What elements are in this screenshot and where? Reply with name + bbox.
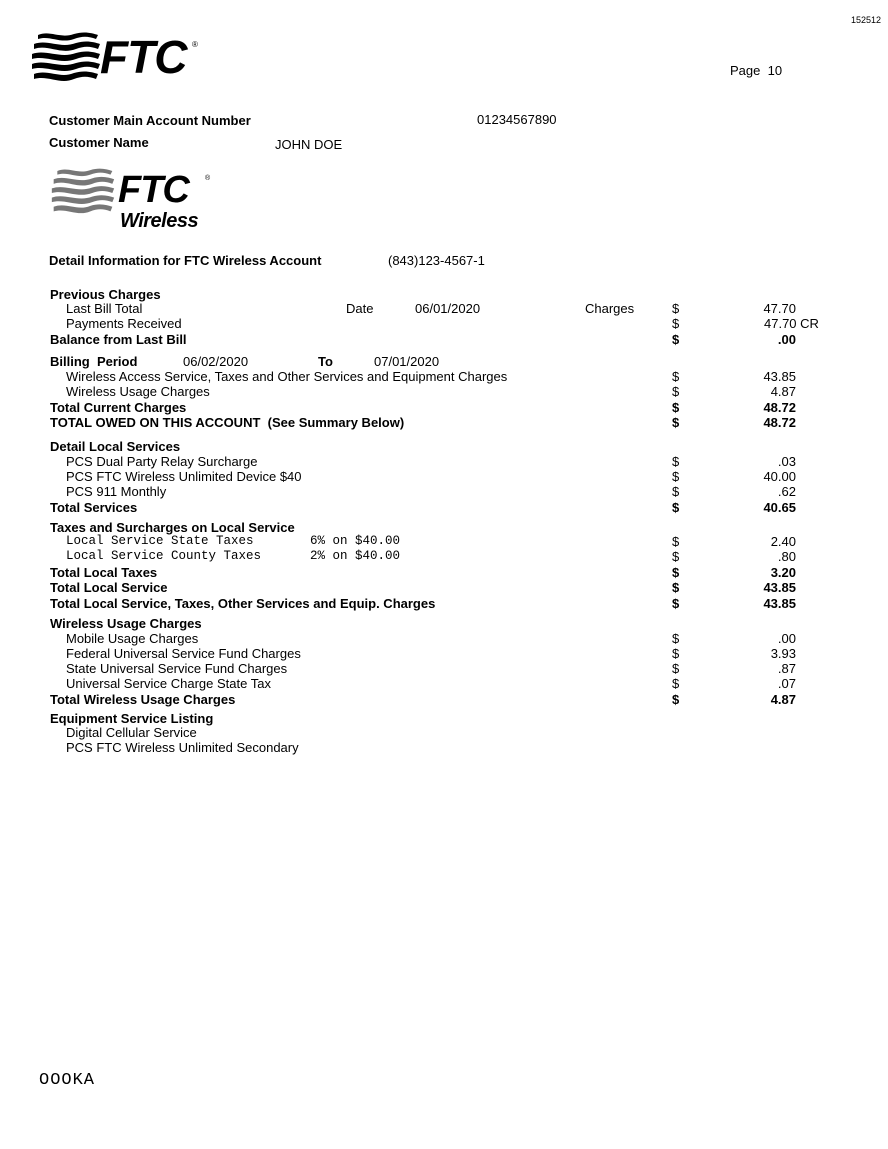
account-number-label: Customer Main Account Number bbox=[49, 113, 251, 128]
detail-header-label: Detail Information for FTC Wireless Account bbox=[49, 253, 322, 268]
page-indicator bbox=[730, 63, 782, 78]
balance-row bbox=[0, 332, 888, 347]
dollar-sign: $ bbox=[672, 369, 680, 384]
line-amount: 47.70 bbox=[763, 301, 796, 316]
line-amount: .00 bbox=[777, 332, 796, 347]
line-amount: .07 bbox=[777, 676, 796, 691]
page-label: Page bbox=[730, 63, 761, 78]
list-item bbox=[0, 484, 888, 499]
section-title: Detail Local Services bbox=[50, 439, 181, 454]
total-local-all-row bbox=[0, 596, 888, 611]
list-item bbox=[0, 661, 888, 676]
line-label: PCS FTC Wireless Unlimited Secondary bbox=[66, 740, 299, 755]
dollar-sign: $ bbox=[672, 469, 680, 484]
wireless-phone-number: (843)123-4567-1 bbox=[388, 253, 485, 268]
previous-charges-title-row bbox=[0, 287, 888, 302]
list-item bbox=[0, 725, 888, 740]
line-label: Total Local Service, Taxes, Other Services and Equip. Charges bbox=[50, 596, 436, 611]
date-value: 06/01/2020 bbox=[415, 301, 481, 316]
line-label: Mobile Usage Charges bbox=[66, 631, 199, 646]
dollar-sign: $ bbox=[672, 415, 680, 430]
total-local-taxes-row bbox=[0, 565, 888, 580]
total-services-row bbox=[0, 500, 888, 515]
total-current-row bbox=[0, 400, 888, 415]
section-title: Previous Charges bbox=[50, 287, 161, 302]
wireless-usage-title-row bbox=[0, 616, 888, 631]
line-label: Digital Cellular Service bbox=[66, 725, 197, 740]
line-label: Total Local Service bbox=[50, 580, 168, 595]
dollar-sign: $ bbox=[672, 692, 680, 707]
registered-mark: ® bbox=[205, 175, 211, 182]
customer-name-label: Customer Name bbox=[49, 135, 149, 150]
dollar-sign: $ bbox=[672, 549, 680, 564]
line-label: State Universal Service Fund Charges bbox=[66, 661, 288, 676]
date-label: Date bbox=[346, 301, 374, 316]
dollar-sign: $ bbox=[672, 661, 680, 676]
list-item bbox=[0, 676, 888, 691]
line-label: Wireless Usage Charges bbox=[66, 384, 210, 399]
ftc-wireless-logo-text: FTC bbox=[118, 169, 189, 211]
document-number: 152512 bbox=[850, 15, 881, 25]
line-amount: .00 bbox=[777, 631, 796, 646]
line-amount: 43.85 bbox=[763, 596, 796, 611]
dollar-sign: $ bbox=[672, 565, 680, 580]
list-item bbox=[0, 740, 888, 755]
line-label: Local Service State Taxes bbox=[66, 534, 254, 548]
line-label: PCS 911 Monthly bbox=[66, 484, 167, 499]
dollar-sign: $ bbox=[672, 332, 680, 347]
billing-from: 06/02/2020 bbox=[183, 354, 249, 369]
last-bill-row bbox=[0, 301, 888, 316]
line-amount: .03 bbox=[777, 454, 796, 469]
list-item bbox=[0, 469, 888, 484]
list-item bbox=[0, 646, 888, 661]
taxes-title-row bbox=[0, 520, 888, 535]
tax-rate: 6% on $40.00 bbox=[310, 534, 401, 548]
line-label: Total Services bbox=[50, 500, 138, 515]
billing-period-row bbox=[0, 354, 888, 369]
dollar-sign: $ bbox=[672, 500, 680, 515]
account-number: 01234567890 bbox=[477, 112, 557, 127]
billing-period-label: Billing Period bbox=[50, 354, 138, 369]
line-amount: 48.72 bbox=[763, 415, 796, 430]
line-amount: 40.65 bbox=[763, 500, 796, 515]
line-label: Wireless Access Service, Taxes and Other Services and Equipment Charges bbox=[66, 369, 508, 384]
dollar-sign: $ bbox=[672, 580, 680, 595]
list-item bbox=[0, 454, 888, 469]
access-charges-row bbox=[0, 369, 888, 384]
line-amount: 48.72 bbox=[763, 400, 796, 415]
customer-name: JOHN DOE bbox=[275, 137, 343, 152]
dollar-sign: $ bbox=[672, 454, 680, 469]
line-label: TOTAL OWED ON THIS ACCOUNT (See Summary Below) bbox=[50, 415, 405, 430]
ftc-wireless-logo bbox=[50, 166, 220, 234]
dollar-sign: $ bbox=[672, 646, 680, 661]
wave-logo-icon bbox=[30, 30, 102, 88]
line-label: Balance from Last Bill bbox=[50, 332, 187, 347]
line-amount: 3.20 bbox=[770, 565, 796, 580]
billing-to: 07/01/2020 bbox=[374, 354, 440, 369]
total-wireless-usage-row bbox=[0, 692, 888, 707]
ftc-logo-text: FTC bbox=[100, 31, 187, 83]
dollar-sign: $ bbox=[672, 596, 680, 611]
line-amount: 2.40 bbox=[770, 534, 796, 549]
billing-to-label: To bbox=[318, 354, 333, 369]
payments-row bbox=[0, 316, 888, 331]
line-amount: 43.85 bbox=[763, 580, 796, 595]
wave-logo-icon bbox=[50, 166, 116, 220]
total-owed-row bbox=[0, 415, 888, 430]
list-item bbox=[0, 631, 888, 646]
ftc-logo bbox=[30, 30, 200, 88]
section-title: Wireless Usage Charges bbox=[50, 616, 202, 631]
dollar-sign: $ bbox=[672, 316, 680, 331]
line-amount: 40.00 bbox=[763, 469, 796, 484]
line-label: Universal Service Charge State Tax bbox=[66, 676, 271, 691]
line-label: Total Current Charges bbox=[50, 400, 187, 415]
line-label: Federal Universal Service Fund Charges bbox=[66, 646, 301, 661]
total-local-service-row bbox=[0, 580, 888, 595]
dollar-sign: $ bbox=[672, 484, 680, 499]
line-label: PCS FTC Wireless Unlimited Device $40 bbox=[66, 469, 302, 484]
line-amount: .62 bbox=[777, 484, 796, 499]
line-label: Total Wireless Usage Charges bbox=[50, 692, 236, 707]
line-amount: .80 bbox=[777, 549, 796, 564]
dollar-sign: $ bbox=[672, 384, 680, 399]
dollar-sign: $ bbox=[672, 534, 680, 549]
line-label: Total Local Taxes bbox=[50, 565, 158, 580]
local-services-title-row bbox=[0, 439, 888, 454]
wireless-subtitle: Wireless bbox=[120, 210, 199, 232]
list-item bbox=[0, 534, 888, 549]
line-amount: 43.85 bbox=[763, 369, 796, 384]
charges-label: Charges bbox=[585, 301, 635, 316]
section-title: Taxes and Surcharges on Local Service bbox=[50, 520, 295, 535]
dollar-sign: $ bbox=[672, 301, 680, 316]
list-item bbox=[0, 549, 888, 564]
page-number: 10 bbox=[767, 63, 783, 78]
line-amount: 47.70 CR bbox=[764, 316, 819, 331]
usage-charges-row bbox=[0, 384, 888, 399]
line-label: PCS Dual Party Relay Surcharge bbox=[66, 454, 258, 469]
equipment-title-row bbox=[0, 711, 888, 726]
line-amount: .87 bbox=[777, 661, 796, 676]
line-amount: 4.87 bbox=[770, 384, 796, 399]
footer-code: OOOKA bbox=[39, 1071, 96, 1090]
line-label: Local Service County Taxes bbox=[66, 549, 262, 563]
registered-mark: ® bbox=[192, 40, 198, 49]
tax-rate: 2% on $40.00 bbox=[310, 549, 401, 563]
dollar-sign: $ bbox=[672, 631, 680, 646]
line-label: Payments Received bbox=[66, 316, 182, 331]
line-amount: 3.93 bbox=[770, 646, 796, 661]
dollar-sign: $ bbox=[672, 676, 680, 691]
section-title: Equipment Service Listing bbox=[50, 711, 214, 726]
line-amount: 4.87 bbox=[770, 692, 796, 707]
line-label: Last Bill Total bbox=[66, 301, 143, 316]
dollar-sign: $ bbox=[672, 400, 680, 415]
